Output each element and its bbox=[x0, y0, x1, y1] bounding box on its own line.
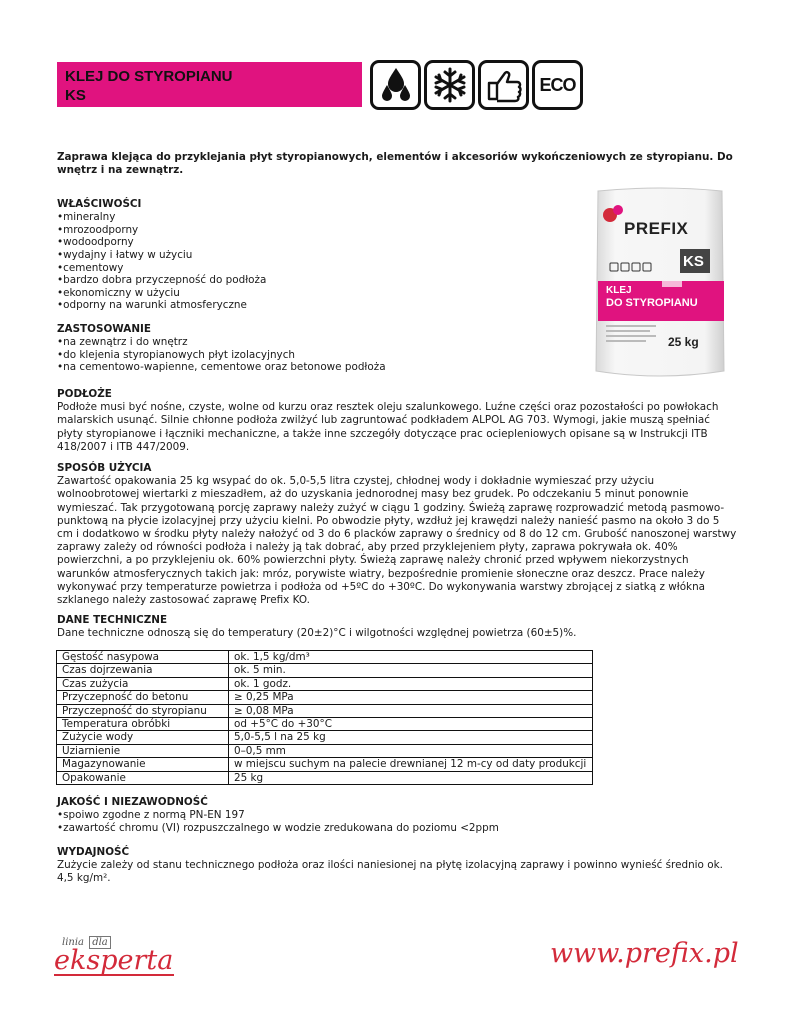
wydajnosc-heading: WYDAJNOŚĆ bbox=[57, 846, 130, 858]
table-row bbox=[57, 651, 593, 664]
dane-heading: DANE TECHNICZNE bbox=[57, 614, 168, 626]
table-cell-label: Czas dojrzewania bbox=[57, 664, 229, 677]
list-item: • odporny na warunki atmosferyczne bbox=[57, 299, 577, 312]
product-title: KLEJ DO STYROPIANU bbox=[65, 68, 233, 85]
product-bag-image bbox=[592, 185, 728, 383]
logo-eksperta: eksperta bbox=[54, 945, 174, 976]
section-dane-techniczne bbox=[57, 614, 737, 640]
title-banner bbox=[57, 62, 362, 107]
website-link[interactable]: www.prefix.pl bbox=[550, 938, 739, 969]
eco-badge-icon bbox=[532, 60, 583, 110]
bag-weight: 25 kg bbox=[668, 335, 699, 349]
table-cell-value: 5,0-5,5 l na 25 kg bbox=[229, 731, 593, 744]
bag-name-line2: DO STYROPIANU bbox=[606, 297, 698, 309]
snowflake-icon bbox=[424, 60, 475, 110]
table-row bbox=[57, 771, 593, 784]
sposob-heading: SPOSÓB UŻYCIA bbox=[57, 462, 152, 474]
list-item: • ekonomiczny w użyciu bbox=[57, 287, 577, 300]
list-item: • mineralny bbox=[57, 211, 577, 224]
section-jakosc bbox=[57, 796, 737, 834]
technical-data-table bbox=[56, 650, 593, 785]
intro-text: Zaprawa klejąca do przyklejania płyt styropianowych, elementów i akcesoriów wykończeniowych ze styropianu. Do wnętrz i na zewnątrz. bbox=[57, 151, 733, 177]
list-item: • na cementowo-wapienne, cementowe oraz betonowe podłoża bbox=[57, 361, 577, 374]
table-row bbox=[57, 691, 593, 704]
table-row bbox=[57, 731, 593, 744]
list-item: • spoiwo zgodne z normą PN-EN 197 bbox=[57, 809, 737, 822]
list-item: • cementowy bbox=[57, 262, 577, 275]
bag-brand-logo: PREFIX bbox=[624, 219, 689, 238]
table-cell-value: ≥ 0,25 MPa bbox=[229, 691, 593, 704]
podloze-text: Podłoże musi być nośne, czyste, wolne od kurzu oraz resztek oleju szalunkowego. Luźne części oraz pozostałości po powłokach malarskich usunąć. Silnie chłonne podłoża zwilżyć lub zagruntować podkładem ALPOL AG 703. Wymogi, jakie muszą spełniać płyty styropianowe i łączniki mechaniczne, a także inne szczegóły dotyczące prac ociepleniowych opisane są w Instrukcji ITB 418/2007 i ITB 447/2009. bbox=[57, 401, 719, 453]
table-row bbox=[57, 758, 593, 771]
linia-dla-eksperta-logo bbox=[54, 937, 174, 976]
section-sposob-uzycia bbox=[57, 462, 737, 607]
table-cell-value: ok. 1,5 kg/dm³ bbox=[229, 651, 593, 664]
list-item: • mrozoodporny bbox=[57, 224, 577, 237]
table-cell-label: Opakowanie bbox=[57, 771, 229, 784]
dane-text: Dane techniczne odnoszą się do temperatury (20±2)°C i wilgotności względnej powietrza (60±5)%. bbox=[57, 627, 577, 640]
zastosowanie-heading: ZASTOSOWANIE bbox=[57, 323, 151, 335]
table-cell-label: Przyczepność do styropianu bbox=[57, 704, 229, 717]
podloze-heading: PODŁOŻE bbox=[57, 388, 112, 400]
bag-code: KS bbox=[683, 253, 704, 270]
table-cell-value: od +5°C do +30°C bbox=[229, 718, 593, 731]
bag-name-line1: KLEJ bbox=[606, 285, 632, 296]
water-drops-icon bbox=[370, 60, 421, 110]
list-item: • wodoodporny bbox=[57, 236, 577, 249]
sposob-text: Zawartość opakowania 25 kg wsypać do ok. 5,0-5,5 litra czystej, chłodnej wody i dokładnie wymieszać przy użyciu wolnoobrotowej wiertarki z mieszadłem, aż do uzyskania jednorodnej masy bez grudek. Po odczekaniu 5 minut ponownie wymieszać. Tak przygotowaną porcję zaprawy należy zużyć w ciągu 1 godziny. Świeżą zaprawę rozprowadzić metodą pasmowo-punktową na płycie izolacyjnej przy użyciu kielni. Po obwodzie płyty, wzdłuż jej krawędzi należy nanieść pasmo na około 3 do 5 cm i dodatkowo w środku płyty należy nałożyć od 3 do 6 placków zaprawy o średnicy od 8 do 12 cm. Grubość nanoszonej warstwy zaprawy zależy od równości podłoża i należy ją tak dobrać, aby przed przyklejeniem płyty, zaprawa pokrywała ok. 40% powierzchni, a po przyklejeniu ok. 60% powierzchni płyty. Świeżą zaprawę należy chronić przed wpływem niekorzystnych warunków atmosferycznych takich jak: mróz, porywiste wiatry, bezpośrednie promienie słoneczne oraz deszcz. Prace należy wykonywać przy temperaturze powietrza i podłoża od +5ºC do +30ºC. Do wykonywania warstwy zbrojącej z siatką z włókna szklanego należy zastosować zaprawę Prefix KO. bbox=[57, 475, 737, 607]
list-item: • na zewnątrz i do wnętrz bbox=[57, 336, 577, 349]
list-item: • zawartość chromu (VI) rozpuszczalnego w wodzie zredukowana do poziomu <2ppm bbox=[57, 822, 737, 835]
product-code: KS bbox=[65, 87, 86, 104]
table-cell-value: ok. 1 godz. bbox=[229, 677, 593, 690]
table-cell-label: Gęstość nasypowa bbox=[57, 651, 229, 664]
table-cell-value: 0–0,5 mm bbox=[229, 744, 593, 757]
table-row bbox=[57, 704, 593, 717]
jakosc-heading: JAKOŚĆ I NIEZAWODNOŚĆ bbox=[57, 796, 208, 808]
table-cell-label: Przyczepność do betonu bbox=[57, 691, 229, 704]
list-item: • wydajny i łatwy w użyciu bbox=[57, 249, 577, 262]
feature-icons bbox=[370, 60, 583, 110]
table-cell-label: Temperatura obróbki bbox=[57, 718, 229, 731]
section-wlasciwosci bbox=[57, 198, 577, 312]
table-cell-value: ok. 5 min. bbox=[229, 664, 593, 677]
table-cell-value: ≥ 0,08 MPa bbox=[229, 704, 593, 717]
wydajnosc-text: Zużycie zależy od stanu technicznego podłoża oraz ilości naniesionej na płytę izolacyjną zaprawy i powinno wynieść średnio ok. 4,5 kg/m². bbox=[57, 859, 723, 885]
logo-linia: linia bbox=[62, 937, 84, 948]
section-wydajnosc bbox=[57, 846, 737, 886]
table-row bbox=[57, 664, 593, 677]
wlasciwosci-heading: WŁAŚCIWOŚCI bbox=[57, 198, 142, 210]
thumbs-up-hand-icon bbox=[478, 60, 529, 110]
list-item: • bardzo dobra przyczepność do podłoża bbox=[57, 274, 577, 287]
table-cell-label: Czas zużycia bbox=[57, 677, 229, 690]
section-podloze bbox=[57, 388, 733, 454]
table-cell-value: 25 kg bbox=[229, 771, 593, 784]
table-cell-label: Uziarnienie bbox=[57, 744, 229, 757]
table-cell-label: Zużycie wody bbox=[57, 731, 229, 744]
logo-dla: dla bbox=[89, 936, 111, 949]
table-cell-value: w miejscu suchym na palecie drewnianej 12 m-cy od daty produkcji bbox=[229, 758, 593, 771]
table-row bbox=[57, 677, 593, 690]
eco-label: ECO bbox=[539, 74, 576, 95]
table-row bbox=[57, 744, 593, 757]
section-zastosowanie bbox=[57, 323, 577, 374]
list-item: • do klejenia styropianowych płyt izolacyjnych bbox=[57, 349, 577, 362]
table-row bbox=[57, 718, 593, 731]
table-cell-label: Magazynowanie bbox=[57, 758, 229, 771]
